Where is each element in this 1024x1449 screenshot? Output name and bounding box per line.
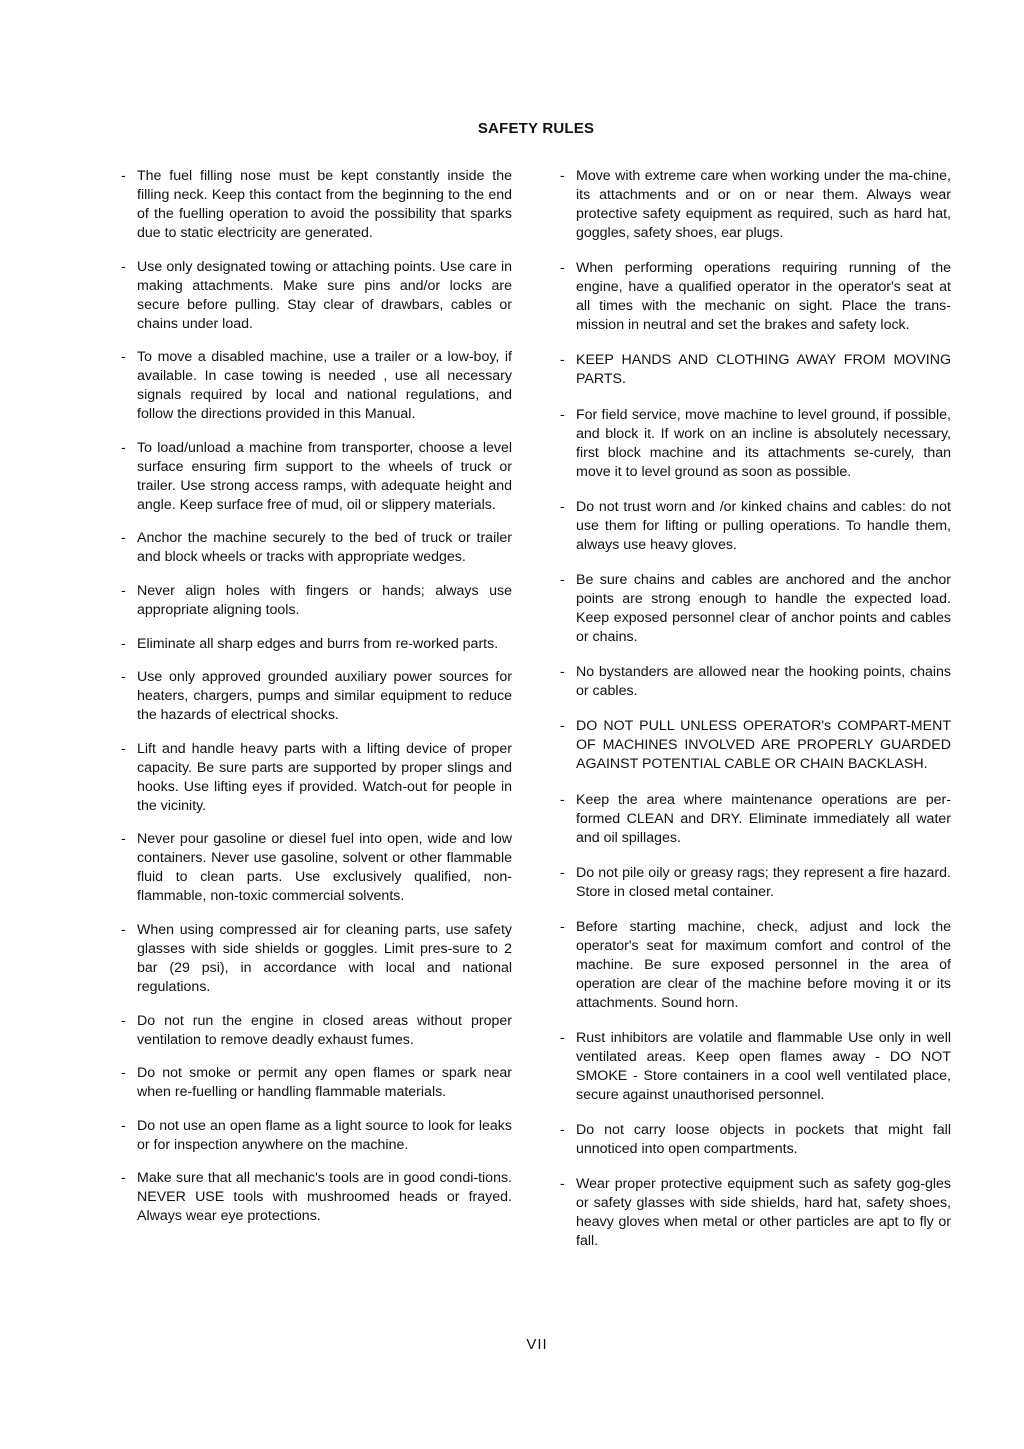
bullet-dash: - — [560, 498, 565, 515]
safety-rule-item — [120, 921, 512, 997]
safety-rule-text: Anchor the machine securely to the bed of truck or trailer and block wheels or tracks with appropriate wedges. — [137, 530, 512, 566]
safety-rule-item — [120, 635, 512, 654]
safety-rule-item — [120, 830, 512, 906]
safety-rule-item — [120, 582, 512, 620]
safety-rule-text: Use only approved grounded auxiliary power sources for heaters, chargers, pumps and similar equipment to reduce the hazards of electrical shocks. — [137, 669, 512, 724]
safety-rule-text: KEEP HANDS AND CLOTHING AWAY FROM MOVING PARTS. — [576, 352, 951, 388]
safety-rule-text: Rust inhibitors are volatile and flammable Use only in well ventilated areas. Keep open flames away - DO NOT SMOKE - Store containers in a cool well ventilated place, secure against unauthorised personnel. — [576, 1030, 951, 1104]
safety-rule-item — [559, 918, 951, 1013]
page-number: VII — [526, 1336, 548, 1353]
bullet-dash: - — [560, 168, 565, 184]
bullet-dash: - — [121, 530, 126, 547]
bullet-dash: - — [121, 1012, 126, 1029]
bullet-dash: - — [560, 571, 565, 588]
safety-rule-item — [120, 529, 512, 567]
left-column-rules — [120, 167, 512, 1241]
bullet-dash: - — [121, 349, 126, 366]
safety-rule-item — [120, 1012, 512, 1050]
safety-rule-item — [559, 717, 951, 774]
safety-rule-text: To load/unload a machine from transporter, choose a level surface ensuring firm support to the wheels of truck or trailer. Use strong access ramps, with adequate height and angle. Keep surface free of mud, oil or slippery materials. — [137, 439, 512, 513]
page-title: SAFETY RULES — [477, 120, 595, 137]
safety-rule-item — [559, 167, 951, 243]
safety-rule-text: Be sure chains and cables are anchored and the anchor points are strong enough to handle the expected load. Keep exposed personnel clear of anchor points and cables or chains. — [576, 571, 951, 645]
right-column-rules — [559, 167, 951, 1268]
safety-rule-text: Do not carry loose objects in pockets that might fall unnoticed into open compartments. — [576, 1122, 951, 1158]
safety-rule-item — [559, 571, 951, 647]
safety-rule-text: No bystanders are allowed near the hooking points, chains or cables. — [576, 664, 951, 700]
safety-rule-text: Never align holes with fingers or hands; always use appropriate aligning tools. — [137, 582, 512, 618]
safety-rule-item — [559, 406, 951, 482]
bullet-dash: - — [121, 1170, 126, 1187]
safety-rule-text: Keep the area where maintenance operations are per-formed CLEAN and DRY. Eliminate immediately all water and oil spillages. — [576, 791, 951, 846]
safety-rule-text: DO NOT PULL UNLESS OPERATOR's COMPART-MENT OF MACHINES INVOLVED ARE PROPERLY GUARDED AGAINST POTENTIAL CABLE OR CHAIN BACKLASH. — [576, 718, 951, 773]
bullet-dash: - — [121, 1117, 126, 1134]
safety-rule-text: When performing operations requiring running of the engine, have a qualified operator in the operator's seat at all times with the mechanic on sight. Place the trans-mission in neutral and set the brakes and safety lock. — [576, 260, 951, 334]
safety-rule-item — [120, 1169, 512, 1226]
bullet-dash: - — [121, 258, 126, 275]
bullet-dash: - — [121, 669, 126, 686]
safety-rule-text: Never pour gasoline or diesel fuel into open, wide and low containers. Never use gasoline, solvent or other flammable fluid to clean parts. Use exclusively qualified, non-flammable, non-toxic commercial solvents. — [137, 831, 512, 905]
bullet-dash: - — [560, 864, 565, 881]
safety-rule-item — [120, 1117, 512, 1155]
safety-rule-text: Wear proper protective equipment such as safety gog-gles or safety glasses with side shields, hard hat, safety shoes, heavy gloves when metal or other particles are apt to fly or fall. — [576, 1176, 951, 1250]
safety-rule-item — [120, 348, 512, 424]
safety-rule-text: Make sure that all mechanic's tools are in good condi-tions. NEVER USE tools with mushroomed heads or frayed. Always wear eye protections. — [137, 1170, 512, 1225]
safety-rule-text: Lift and handle heavy parts with a lifting device of proper capacity. Be sure parts are supported by proper slings and hooks. Use lifting eyes if provided. Watch-out for people in the vicinity. — [137, 740, 512, 814]
safety-rule-item — [559, 791, 951, 848]
bullet-dash: - — [560, 352, 565, 369]
bullet-dash: - — [560, 260, 565, 277]
bullet-dash: - — [560, 1030, 565, 1047]
safety-rule-item — [120, 668, 512, 725]
bullet-dash: - — [560, 918, 565, 935]
safety-rule-item — [559, 351, 951, 389]
bullet-dash: - — [121, 921, 126, 938]
safety-rule-item — [120, 258, 512, 334]
bullet-dash: - — [121, 635, 126, 652]
safety-rule-item — [559, 1175, 951, 1251]
safety-rule-text: Do not pile oily or greasy rags; they represent a fire hazard. Store in closed metal container. — [576, 864, 951, 900]
safety-rule-item — [559, 663, 951, 701]
bullet-dash: - — [560, 718, 565, 735]
bullet-dash: - — [560, 406, 565, 423]
safety-rule-text: Use only designated towing or attaching points. Use care in making attachments. Make sure pins and/or locks are secure before pulling. Stay clear of drawbars, cables or chains under load. — [137, 258, 512, 332]
safety-rule-item — [559, 498, 951, 555]
bullet-dash: - — [560, 791, 565, 808]
safety-rule-item — [559, 1029, 951, 1105]
safety-rule-item — [559, 864, 951, 902]
bullet-dash: - — [560, 1176, 565, 1193]
bullet-dash: - — [121, 439, 126, 456]
bullet-dash: - — [560, 1122, 565, 1139]
bullet-dash: - — [121, 831, 126, 848]
safety-rule-item — [120, 167, 512, 243]
safety-rule-item — [120, 1064, 512, 1102]
safety-rule-text: For field service, move machine to level ground, if possible, and block it. If work on an incline is absolutely necessary, first block machine and its attachments se-curely, than move it to level ground as soon as possible. — [576, 406, 951, 480]
safety-rule-item — [559, 259, 951, 335]
safety-rule-text: Move with extreme care when working under the ma-chine, its attachments and or on or near them. Always wear protective safety equipment as required, such as hard hat, goggles, safety shoes, ear plugs. — [576, 168, 951, 241]
bullet-dash: - — [121, 740, 126, 757]
safety-rule-text: The fuel filling nose must be kept constantly inside the filling neck. Keep this contact from the beginning to the end of the fuelling operation to avoid the possibility that sparks due to static electricity are generated. — [137, 168, 512, 241]
safety-rule-text: To move a disabled machine, use a trailer or a low-boy, if available. In case towing is needed , use all necessary signals required by local and national regulations, and follow the directions provided in this Manual. — [137, 349, 512, 423]
safety-rule-text: Do not smoke or permit any open flames or spark near when re-fuelling or handling flammable materials. — [137, 1065, 512, 1101]
bullet-dash: - — [121, 582, 126, 599]
safety-rule-text: Do not trust worn and /or kinked chains and cables: do not use them for lifting or pulling operations. To handle them, always use heavy gloves. — [576, 498, 951, 553]
safety-rule-text: Before starting machine, check, adjust and lock the operator's seat for maximum comfort and control of the machine. Be sure exposed personnel in the area of operation are clear of the machine before moving it or its attachments. Sound horn. — [576, 918, 951, 1011]
safety-rule-text: Do not use an open flame as a light source to look for leaks or for inspection anywhere on the machine. — [137, 1117, 512, 1153]
bullet-dash: - — [121, 168, 126, 184]
safety-rule-text: When using compressed air for cleaning parts, use safety glasses with side shields or goggles. Limit pres-sure to 2 bar (29 psi), in accordance with local and national regulations. — [137, 921, 512, 995]
safety-rule-text: Do not run the engine in closed areas without proper ventilation to remove deadly exhaust fumes. — [137, 1012, 512, 1048]
safety-rule-text: Eliminate all sharp edges and burrs from re-worked parts. — [137, 635, 499, 652]
safety-rule-item — [120, 740, 512, 816]
bullet-dash: - — [121, 1065, 126, 1082]
bullet-dash: - — [560, 664, 565, 681]
safety-rule-item — [120, 439, 512, 515]
safety-rule-item — [559, 1121, 951, 1159]
